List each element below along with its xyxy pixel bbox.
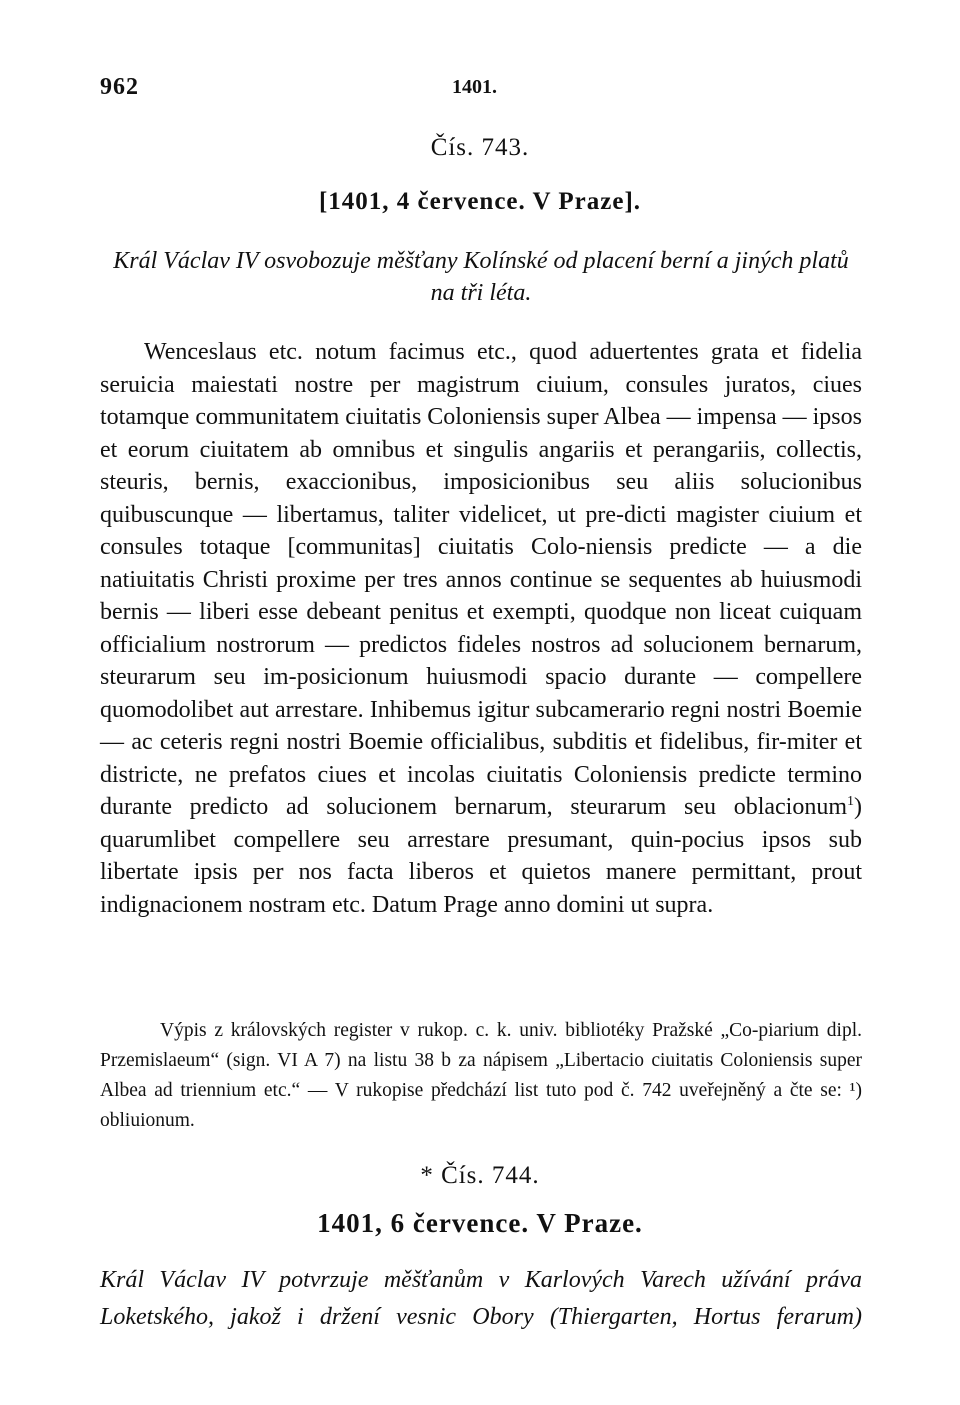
- charter-paragraph: [100, 336, 862, 921]
- document-number-744: * Čís. 744.: [420, 1162, 540, 1189]
- dateline-744: 1401, 6 července. V Praze.: [317, 1208, 643, 1238]
- regest-744: Král Václav IV potvrzuje měšťanům v Karlových Varech užívání práva Loketského, jakož i držení vesnic Obory (Thiergarten, Hortus ferarum): [100, 1267, 862, 1330]
- footnote-marker: 1: [847, 794, 854, 809]
- charter-text-743: [100, 336, 862, 921]
- source-note-text: Výpis z královských register v rukop. c. k. univ. bibliotéky Pražské „Co-piarium dipl. Przemislaeum“ (sign. VI A 7) na listu 38 b za nápisem „Libertacio ciuitatis Coloniensis super Albea ad triennium etc.“ — V rukopise předchází list tuto pod č. 742 uveřejněný a čte se: ¹) obliuionum.: [100, 1020, 862, 1131]
- document-number-743: Čís. 743.: [430, 134, 530, 161]
- page-number: 962: [100, 74, 139, 100]
- regest-743: Král Václav IV osvobozuje měšťany Kolínské od placení berní a jiných platů na tři léta.: [113, 248, 849, 306]
- page-header: [100, 74, 860, 108]
- charter-text-main: Wenceslaus etc. notum facimus etc., quod aduertentes grata et fidelia seruicia maiestati nostre per magistrum ciuium, consules juratos, ciues totamque communitatem ciuitatis Coloniensis super Albea — impensa — ipsos et eorum ciuitatem ab omnibus et singulis angariis et perangariis, collectis, steuris, bernis, exaccionibus, imposicionibus seu aliis solucionibus quibuscunque — libertamus, taliter videlicet, ut pre-dicti magister ciuium et consules totaque [communitas] ciuitatis Colo-niensis predicte — a die natiuitatis Christi proxime per tres annos continue se sequentes ab huiusmodi bernis — liberi esse debeant penitus et exempti, quodque non liceat cuiquam officialium nostrorum — predictos fideles nostros ad solucionem bernarum, steurarum seu im-posicionum huiusmodi spacio durante — compellere quomodolibet aut arrestare. Inhibemus igitur subcamerario regni nostri Boemie — ac ceteris regni nostri Boemie officialibus, subditis et fidelibus, fir-miter et districte, ne prefatos ciues et incolas ciuitatis Coloniensis predicte termino durante predicto ad solucionem bernarum, steurarum seu oblacionum: [100, 339, 862, 820]
- dateline-743: [1401, 4 července. V Praze].: [318, 188, 642, 215]
- running-head-year: 1401.: [452, 76, 497, 98]
- charter-text-end: ) quarumlibet compellere seu arrestare presumant, quin-pocius ipsos sub libertate ipsis per nos facta liberos et quietos manere permittant, prout indignacionem nostram etc. Datum Prage anno domini ut supra.: [100, 794, 862, 918]
- source-note-743: [100, 1016, 862, 1136]
